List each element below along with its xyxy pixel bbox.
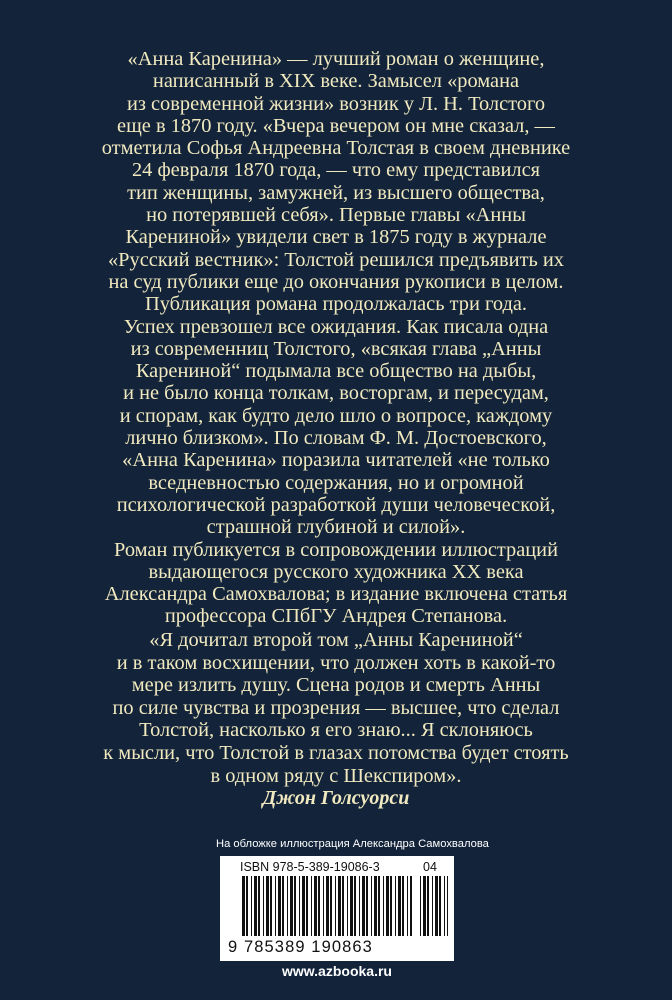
critic-quote: [60, 629, 612, 787]
description-line: страшной глубиной и силой».: [206, 516, 466, 539]
quote-line: по силе чувства и прозрения — высшее, что сделал: [112, 696, 560, 719]
cover-illustration-credit: На обложке иллюстрация Александра Самохвалова: [216, 838, 489, 850]
description-line: но потерявшей себя». Первые главы «Анны: [146, 204, 526, 227]
quote-line: Толстой, насколько я его знаю... Я склоняюсь: [139, 719, 533, 742]
description-line: психологической разработкой души человеческой,: [116, 493, 556, 516]
addon-code-label: 04: [423, 860, 437, 874]
quote-line: мере излить душу. Сцена родов и смерть Анны: [131, 674, 541, 697]
description-line: и спорам, как будто дело шло о вопросе, каждому: [119, 404, 553, 427]
book-description: [60, 48, 612, 628]
barcode-digits: 9 785389 190863: [228, 938, 373, 956]
description-line: профессора СПбГУ Андрея Степанова.: [164, 605, 508, 628]
quote-line: в одном ряду с Шекспиром».: [210, 764, 462, 787]
description-line: Карениной“ подымала все общество на дыбы,: [135, 360, 537, 383]
description-line: «Анна Каренина» — лучший роман о женщине,: [127, 48, 545, 70]
description-line: «Русский вестник»: Толстой решился предъявить их: [107, 248, 564, 271]
description-line: «Анна Каренина» поразила читателей «не только: [122, 449, 550, 472]
isbn-barcode: [220, 856, 454, 961]
quote-author: Джон Голсуорси: [262, 787, 410, 809]
description-line: Александра Самохвалова; в издание включена статья: [104, 583, 568, 606]
description-line: тип женщины, замужней, из высшего общества,: [127, 181, 545, 204]
quote-line: и в таком восхищении, что должен хоть в какой-то: [116, 651, 556, 674]
description-line: отметила Софья Андреевна Толстая в своем дневнике: [101, 137, 571, 160]
description-line: вседневностью содержания, но и огромной: [148, 471, 524, 494]
isbn-label: ISBN 978-5-389-19086-3: [240, 860, 380, 874]
description-line: из современной жизни» возник у Л. Н. Толстого: [126, 92, 546, 115]
quote-line: к мысли, что Толстой в глазах потомства будет стоять: [103, 741, 569, 764]
description-line: на суд публики еще до окончания рукописи в целом.: [108, 270, 564, 293]
description-line: еще в 1870 году. «Вчера вечером он мне сказал, —: [117, 114, 555, 137]
description-line: из современниц Толстого, «всякая глава „Анны: [130, 337, 542, 360]
description-line: написанный в XIX веке. Замысел «романа: [152, 70, 520, 93]
description-line: лично близком». По словам Ф. М. Достоевского,: [125, 427, 547, 450]
publisher-website: www.azbooka.ru: [220, 961, 454, 981]
description-line: Карениной» увидели свет в 1875 году в журнале: [125, 226, 547, 249]
description-line: 24 февраля 1870 года, — что ему представился: [131, 159, 540, 182]
description-line: и не было конца толкам, восторгам, и пересудам,: [123, 382, 549, 405]
quote-line: «Я дочитал второй том „Анны Карениной“: [149, 629, 523, 651]
addon-barcode-bars-icon: [420, 876, 448, 936]
description-line: выдающегося русского художника XX века: [148, 560, 524, 583]
description-line: Роман публикуется в сопровождении иллюстраций: [113, 538, 559, 561]
description-line: Успех превзошел все ожидания. Как писала одна: [123, 315, 549, 338]
barcode-bars-icon: [242, 876, 412, 936]
description-line: Публикация романа продолжалась три года.: [145, 293, 527, 316]
